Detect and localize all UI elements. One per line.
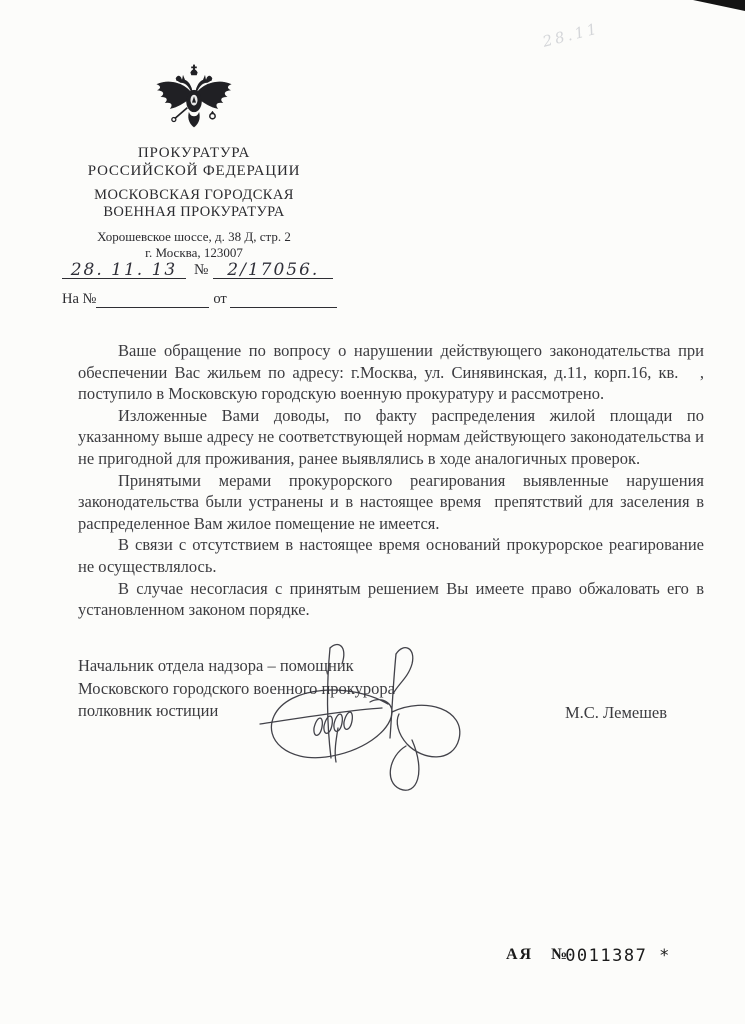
ot-underline (230, 307, 337, 308)
signer-name: М.С. Лемешев (565, 703, 668, 722)
body-paragraph-5: В случае несогласия с принятым решением Вы имеете право обжаловать его в установленном законом порядке. (78, 578, 704, 620)
number-underline (213, 258, 333, 279)
address-line1: Хорошевское шоссе, д. 38 Д, стр. 2 (97, 229, 291, 244)
na-label: На № (62, 291, 97, 307)
stamp-number-symbol: № (551, 946, 568, 963)
body-paragraph-2: Изложенные Вами доводы, по факту распределения жилой площади по указанному выше адресу не соответствующей нормам действующего законодательства и не пригодной для проживания, ранее выявлялись в ходе аналогичных проверок. (78, 405, 704, 468)
date-handwritten: 28. 11. 13 (70, 260, 178, 280)
signoff-position-line3: полковник юстиции (78, 701, 219, 720)
registration-stamp (506, 944, 671, 964)
number-handwritten: 2/17056. (227, 260, 320, 280)
ot-label: от (213, 291, 227, 307)
address-line2: г. Москва, 123007 (145, 244, 243, 260)
org-name-line3: МОСКОВСКАЯ ГОРОДСКАЯ (94, 187, 294, 203)
letterhead (45, 64, 343, 260)
body-paragraph-3: Принятыми мерами прокурорского реагирования выявленные нарушения законодательства были устранены и в настоящее время препятствий для заселения в распределенное Вам жилое помещение не имеется. (78, 470, 704, 533)
org-name-line2: РОССИЙСКОЙ ФЕДЕРАЦИИ (87, 162, 301, 179)
date-underline (62, 258, 186, 279)
outgoing-reference-line (62, 258, 333, 279)
org-name-line1: ПРОКУРАТУРА (137, 145, 251, 161)
number-symbol: № (194, 262, 209, 278)
body-paragraph-4: В связи с отсутствием в настоящее время оснований прокурорское реагирование не осуществлялось. (78, 535, 704, 576)
signoff-position-line1: Начальник отдела надзора – помощник (78, 656, 354, 675)
scan-corner-artifact (693, 0, 745, 11)
handwritten-signature-icon (230, 640, 490, 800)
stamp-series: АЯ (506, 946, 534, 963)
org-name-line4: ВОЕННАЯ ПРОКУРАТУРА (103, 203, 285, 220)
pencil-note: 28.11 (540, 19, 602, 51)
na-underline (96, 307, 209, 308)
body-paragraph-1: Ваше обращение по вопросу о нарушении действующего законодательства при обеспечении Вас жильем по адресу: г.Москва, ул. Синявинская, д.11, корп.16, кв. , поступило в Московскую городскую военную прокуратуру и рассмотрено. (78, 341, 704, 404)
incoming-reference-line (62, 291, 337, 308)
letter-body (78, 340, 704, 621)
stamp-number: 0011387 * (565, 946, 671, 966)
signoff-position-line2: Московского городского военного прокурора (78, 678, 395, 698)
coat-of-arms-icon (152, 64, 236, 138)
